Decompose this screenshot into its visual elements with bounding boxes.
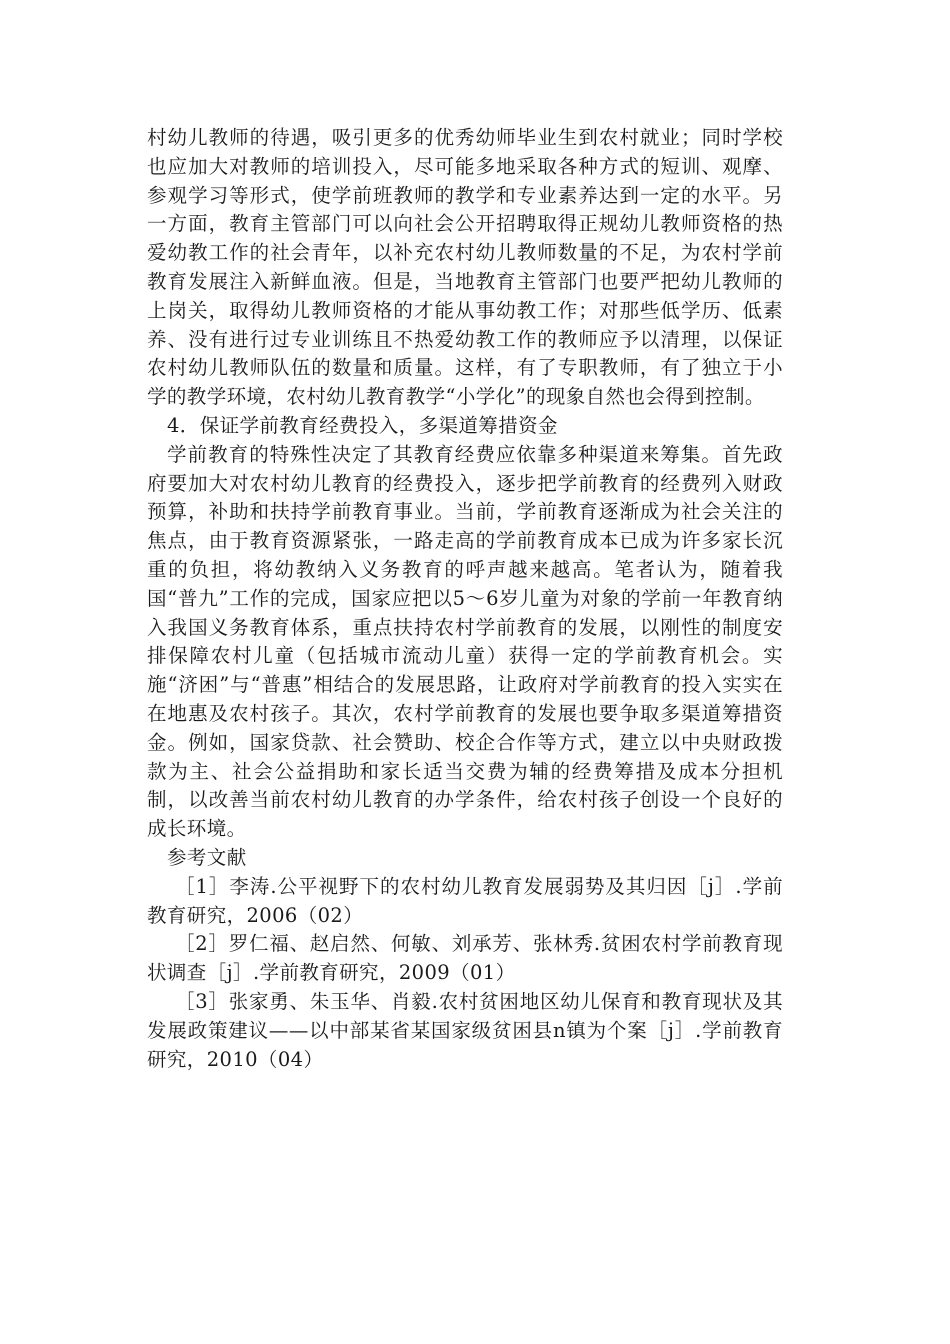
paragraph-teacher-treatment: 村幼儿教师的待遇，吸引更多的优秀幼师毕业生到农村就业；同时学校也应加大对教师的培训投入，尽可能多地采取各种方式的短训、观摩、参观学习等形式，使学前班教师的教学和专业素养达到一定的水平。另一方面，教育主管部门可以向社会公开招聘取得正规幼儿教师资格的热爱幼教工作的社会青年，以补充农村幼儿教师数量的不足，为农村学前教育发展注入新鲜血液。但是，当地教育主管部门也要严把幼儿教师的上岗关，取得幼儿教师资格的才能从事幼教工作；对那些低学历、低素养、没有进行过专业训练且不热爱幼教工作的教师应予以清理，以保证农村幼儿教师队伍的数量和质量。这样，有了专职教师，有了独立于小学的教学环境，农村幼儿教育教学“小学化”的现象自然也会得到控制。 (147, 126, 783, 409)
reference-item-1: ［1］李涛.公平视野下的农村幼儿教育发展弱势及其归因［j］.学前教育研究，2006（02） (147, 874, 783, 927)
section-heading-funding: 4．保证学前教育经费投入，多渠道筹措资金 (167, 413, 558, 437)
references-heading: 参考文献 (167, 845, 247, 869)
document-body (147, 124, 783, 1074)
paragraph-funding: 学前教育的特殊性决定了其教育经费应依靠多种渠道来筹集。首先政府要加大对农村幼儿教育的经费投入，逐步把学前教育的经费列入财政预算，补助和扶持学前教育事业。当前，学前教育逐渐成为社会关注的焦点，由于教育资源紧张，一路走高的学前教育成本已成为许多家长沉重的负担，将幼教纳入义务教育的呼声越来越高。笔者认为，随着我国“普九”工作的完成，国家应把以5～6岁儿童为对象的学前一年教育纳入我国义务教育体系，重点扶持农村学前教育的发展，以刚性的制度安排保障农村儿童（包括城市流动儿童）获得一定的学前教育机会。实施“济困”与“普惠”相结合的发展思路，让政府对学前教育的投入实实在在地惠及农村孩子。其次，农村学前教育的发展也要争取多渠道筹措资金。例如，国家贷款、社会赞助、校企合作等方式，建立以中央财政拨款为主、社会公益捐助和家长适当交费为辅的经费筹措及成本分担机制，以改善当前农村幼儿教育的办学条件，给农村孩子创设一个良好的成长环境。 (147, 442, 783, 841)
reference-item-3: ［3］张家勇、朱玉华、肖毅.农村贫困地区幼儿保育和教育现状及其发展政策建议——以中部某省某国家级贫困县n镇为个案［j］.学前教育研究，2010（04） (147, 989, 783, 1071)
reference-item-2: ［2］罗仁福、赵启然、何敏、刘承芳、张林秀.贫困农村学前教育现状调查［j］.学前教育研究，2009（01） (147, 932, 783, 985)
